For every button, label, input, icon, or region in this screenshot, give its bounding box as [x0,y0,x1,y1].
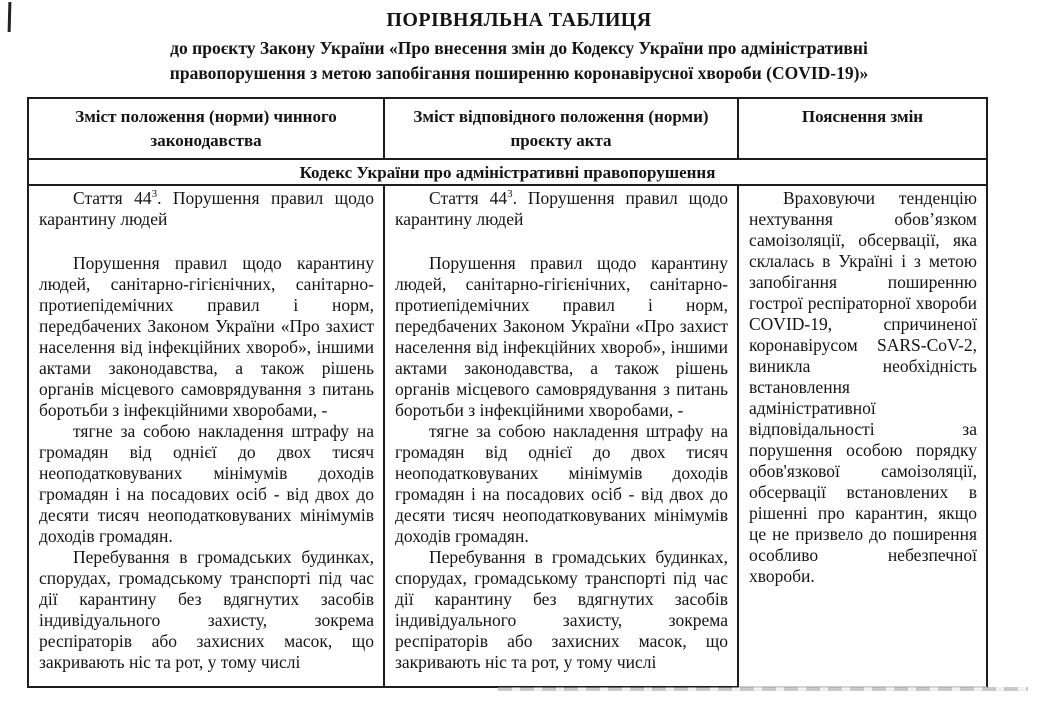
cell-current-law [29,186,385,688]
header-current-law: Зміст положення (норми) чинного законодавства [29,99,385,160]
section-row-codex-title: Кодекс України про адміністративні правопорушення [29,160,988,186]
article-title-rest: . Порушення правил щодо карантину людей [395,188,728,229]
document-title: ПОРІВНЯЛЬНА ТАБЛИЦЯ [386,9,652,31]
draft-act-paragraph: Перебування в громадських будинках, спорудах, громадському транспорті під час дії карантину без вдягнутих засобів індивідуального захисту, зокрема респіраторів або захисних масок, що закривають ніс та рот, у тому числі [395,547,728,672]
article-heading-current [39,188,374,230]
article-heading-draft [395,188,728,230]
article-number: Стаття 44 [73,188,152,208]
comparison-table [27,97,988,688]
article-superscript: 3 [151,188,158,201]
header-explanation: Пояснення змін [739,99,988,160]
cell-explanation [739,186,988,688]
current-law-paragraph: Перебування в громадських будинках, спорудах, громадському транспорті під час дії карантину без вдягнутих засобів індивідуального захисту, зокрема респіраторів або захисних масок, що закривають ніс та рот, у тому числі [39,547,374,672]
article-number: Стаття 44 [429,188,508,208]
article-title-rest: . Порушення правил щодо карантину людей [39,188,374,229]
current-law-paragraph: Порушення правил щодо карантину людей, санітарно-гігієнічних, санітарно-протиепідемічних правил і норм, передбачених Законом України «Про захист населення від інфекційних хвороб», іншими актами законодавства, а також рішень органів місцевого самоврядування з питань боротьби з інфекційними хворобами, - [39,253,374,420]
cell-draft-act [385,186,739,688]
document-subtitle [69,36,969,86]
current-law-paragraph: тягне за собою накладення штрафу на громадян від однієї до двох тисяч неоподатковуваних мінімумів доходів громадян і на посадових осіб - від двох до десяти тисяч неоподатковуваних мінімумів доходів громадян. [39,421,374,546]
article-superscript: 3 [507,188,513,201]
subtitle-line-1: до проєкту Закону України «Про внесення змін до Кодексу України про адміністративні [170,38,868,58]
subtitle-line-2: правопорушення з метою запобігання поширенню коронавірусної хвороби (COVID-19)» [169,63,869,83]
explanation-paragraph: Враховуючи тенденцію нехтування обов’язком самоізоляції, обсервації, яка склалась в Україні і з метою запобігання поширенню гострої респіраторної хвороби COVID-19, спричиненої коронавірусом SARS-CoV-2, виникла необхідність встановлення адміністративної відповідальності за порушення особою порядку обов'язкової самоізоляції, обсервації встановлених в рішенні про карантин, якщо це не призвело до поширення особливо небезпечної хвороби. [749,188,977,586]
draft-act-paragraph: Порушення правил щодо карантину людей, санітарно-гігієнічних, санітарно-протиепідемічних правил і норм, передбачених Законом України «Про захист населення від інфекційних хвороб», іншими актами законодавства, а також рішень органів місцевого самоврядування з питань боротьби з інфекційними хворобами, - [395,253,728,420]
scan-artifact-smudge [498,687,1028,691]
header-draft-act: Зміст відповідного положення (норми) проєкту акта [385,99,739,160]
draft-act-paragraph: тягне за собою накладення штрафу на громадян від однієї до двох тисяч неоподатковуваних мінімумів доходів громадян і на посадових осіб - від двох до десяти тисяч неоподатковуваних мінімумів доходів громадян. [395,421,728,546]
